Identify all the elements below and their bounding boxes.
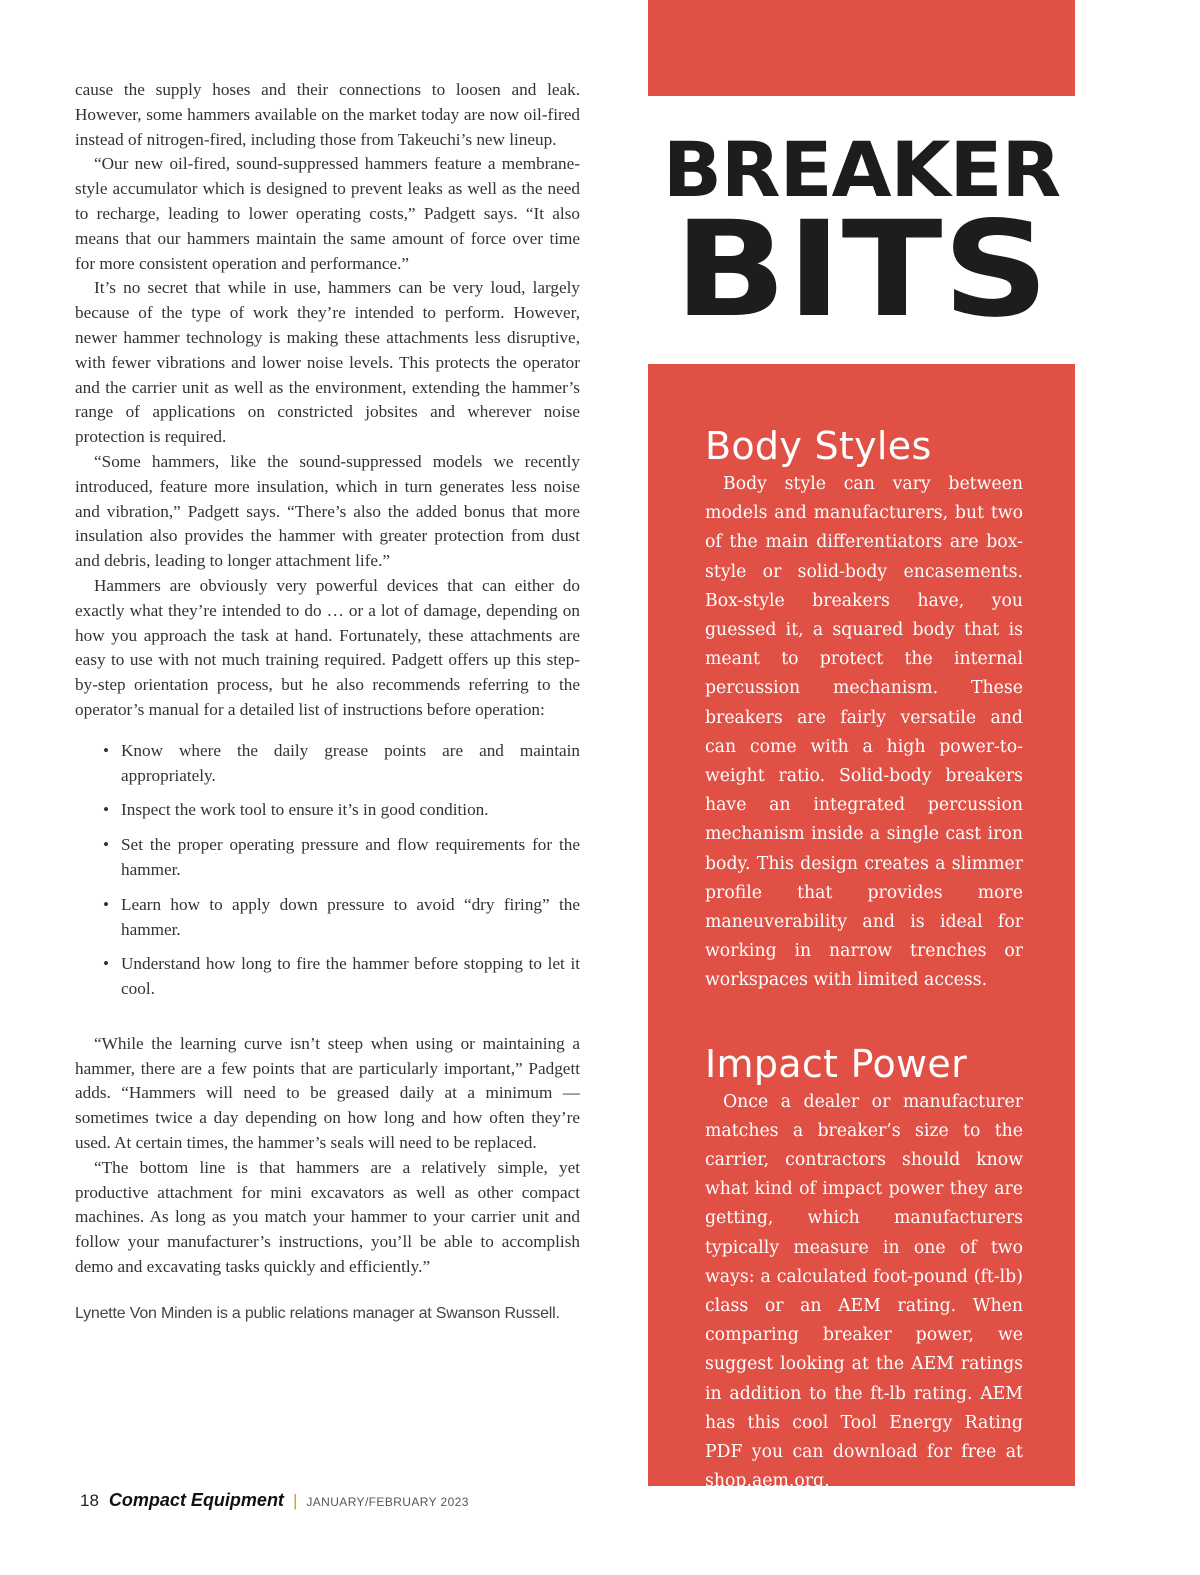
list-item-text: Know where the daily grease points are and maintain appropriately.	[121, 740, 580, 785]
article-paragraph: “While the learning curve isn’t steep when using or maintaining a hammer, there are a few points that are particularly important,” Padgett adds. “Hammers will need to be greased daily at a minimum — sometimes twice a day depending on how long and how often they’re used. At certain times, the hammer’s seals will need to be replaced.	[75, 1033, 580, 1153]
list-item-text: Understand how long to fire the hammer before stopping to let it cool.	[121, 954, 580, 999]
list-item-text: Set the proper operating pressure and flow requirements for the hammer.	[121, 835, 580, 879]
list-item	[103, 833, 580, 883]
page-footer	[80, 1490, 469, 1516]
list-item-text: Inspect the work tool to ensure it’s in good condition.	[121, 800, 489, 820]
article-body	[75, 78, 580, 1327]
article-paragraph: cause the supply hoses and their connections to loosen and leak. However, some hammers available on the market today are now oil-fired instead of nitrogen-fired, including those from Takeuchi’s new lineup.	[75, 80, 580, 149]
article-paragraph: Hammers are obviously very powerful devices that can either do exactly what they’re intended to do … or a lot of damage, depending on how you approach the task at hand. Fortunately, these attachments are easy to use with not much training required. Padgett offers up this step-by-step orientation process, but he also recommends referring to the operator’s manual for a detailed list of instructions before operation:	[75, 575, 580, 719]
bullet-icon: •	[103, 954, 110, 974]
article-paragraph: “Our new oil-fired, sound-suppressed hammers feature a membrane-style accumulator which is designed to prevent leaks as well as the need to recharge, leading to lower operating costs,” Padgett says. “It also means that our hammers maintain the same amount of force over time for more consistent operation and performance.”	[75, 154, 580, 273]
page-number: 18	[80, 1491, 99, 1510]
article-paragraph: “The bottom line is that hammers are a relatively simple, yet productive attachment for mini excavators as well as other compact machines. As long as you match your hammer to your carrier unit and follow your manufacturer’s instructions, you’ll be able to accomplish demo and excavating tasks quickly and efficiently.”	[75, 1157, 580, 1277]
list-item	[103, 739, 580, 789]
orientation-steps-list	[75, 739, 580, 1002]
bullet-icon: •	[103, 740, 110, 760]
list-item	[103, 952, 580, 1002]
magazine-name: Compact Equipment	[108, 1490, 284, 1510]
sidebar-impact-power-text: Once a dealer or manufacturer matches a breaker’s size to the carrier, contractors should know what kind of impact power they are getting, which manufacturers typically measure in one of two ways: a calculated foot-pound (ft-lb) class or an AEM rating. When comparing breaker power, we suggest looking at the AEM ratings in addition to the ft-lb rating. AEM has this cool Tool Energy Rating PDF you can download for free at shop.aem.org.	[705, 1091, 1023, 1492]
issue-date: JANUARY/FEBRUARY 2023	[306, 1495, 469, 1509]
author-byline: Lynette Von Minden is a public relations manager at Swanson Russell.	[75, 1304, 560, 1322]
list-item	[103, 893, 580, 943]
sidebar-heading-body-styles: Body Styles	[705, 424, 932, 468]
bullet-icon: •	[103, 835, 110, 855]
sidebar-title	[648, 125, 1075, 347]
title-breaker: BREAKER	[662, 125, 1061, 214]
title-bits: BITS	[673, 193, 1050, 347]
footer-separator: |	[292, 1491, 298, 1510]
article-paragraph: It’s no secret that while in use, hammers can be very loud, largely because of the type of work they’re intended to perform. However, newer hammer technology is making these attachments less disruptive, with fewer vibrations and lower noise levels. This protects the operator and the carrier unit as well as the environment, extending the hammer’s range of applications on constricted jobsites and wherever noise protection is required.	[75, 278, 580, 447]
list-item-text: Learn how to apply down pressure to avoid “dry firing” the hammer.	[121, 894, 580, 939]
bullet-icon: •	[103, 800, 110, 820]
sidebar-panel	[648, 364, 1075, 1492]
top-accent-block	[648, 0, 1075, 96]
sidebar-body-styles-text: Body style can vary between models and manufacturers, but two of the main differentiators are box-style or solid-body encasements. Box-style breakers have, you guessed it, a squared body that is meant to protect the internal percussion mechanism. These breakers are fairly versatile and can come with a high power-to-weight ratio. Solid-body breakers have an integrated percussion mechanism inside a single cast iron body. This design creates a slimmer profile that provides more maneuverability and is ideal for working in narrow trenches or workspaces with limited access.	[705, 474, 1023, 991]
bullet-icon: •	[103, 894, 110, 914]
sidebar-heading-impact-power: Impact Power	[705, 1041, 967, 1086]
list-item	[103, 798, 580, 823]
article-paragraph: “Some hammers, like the sound-suppressed models we recently introduced, feature more insulation, which in turn generates less noise and vibration,” Padgett says. “There’s also the added bonus that more insulation also provides the hammer with greater protection from dust and debris, leading to longer attachment life.”	[75, 451, 580, 571]
